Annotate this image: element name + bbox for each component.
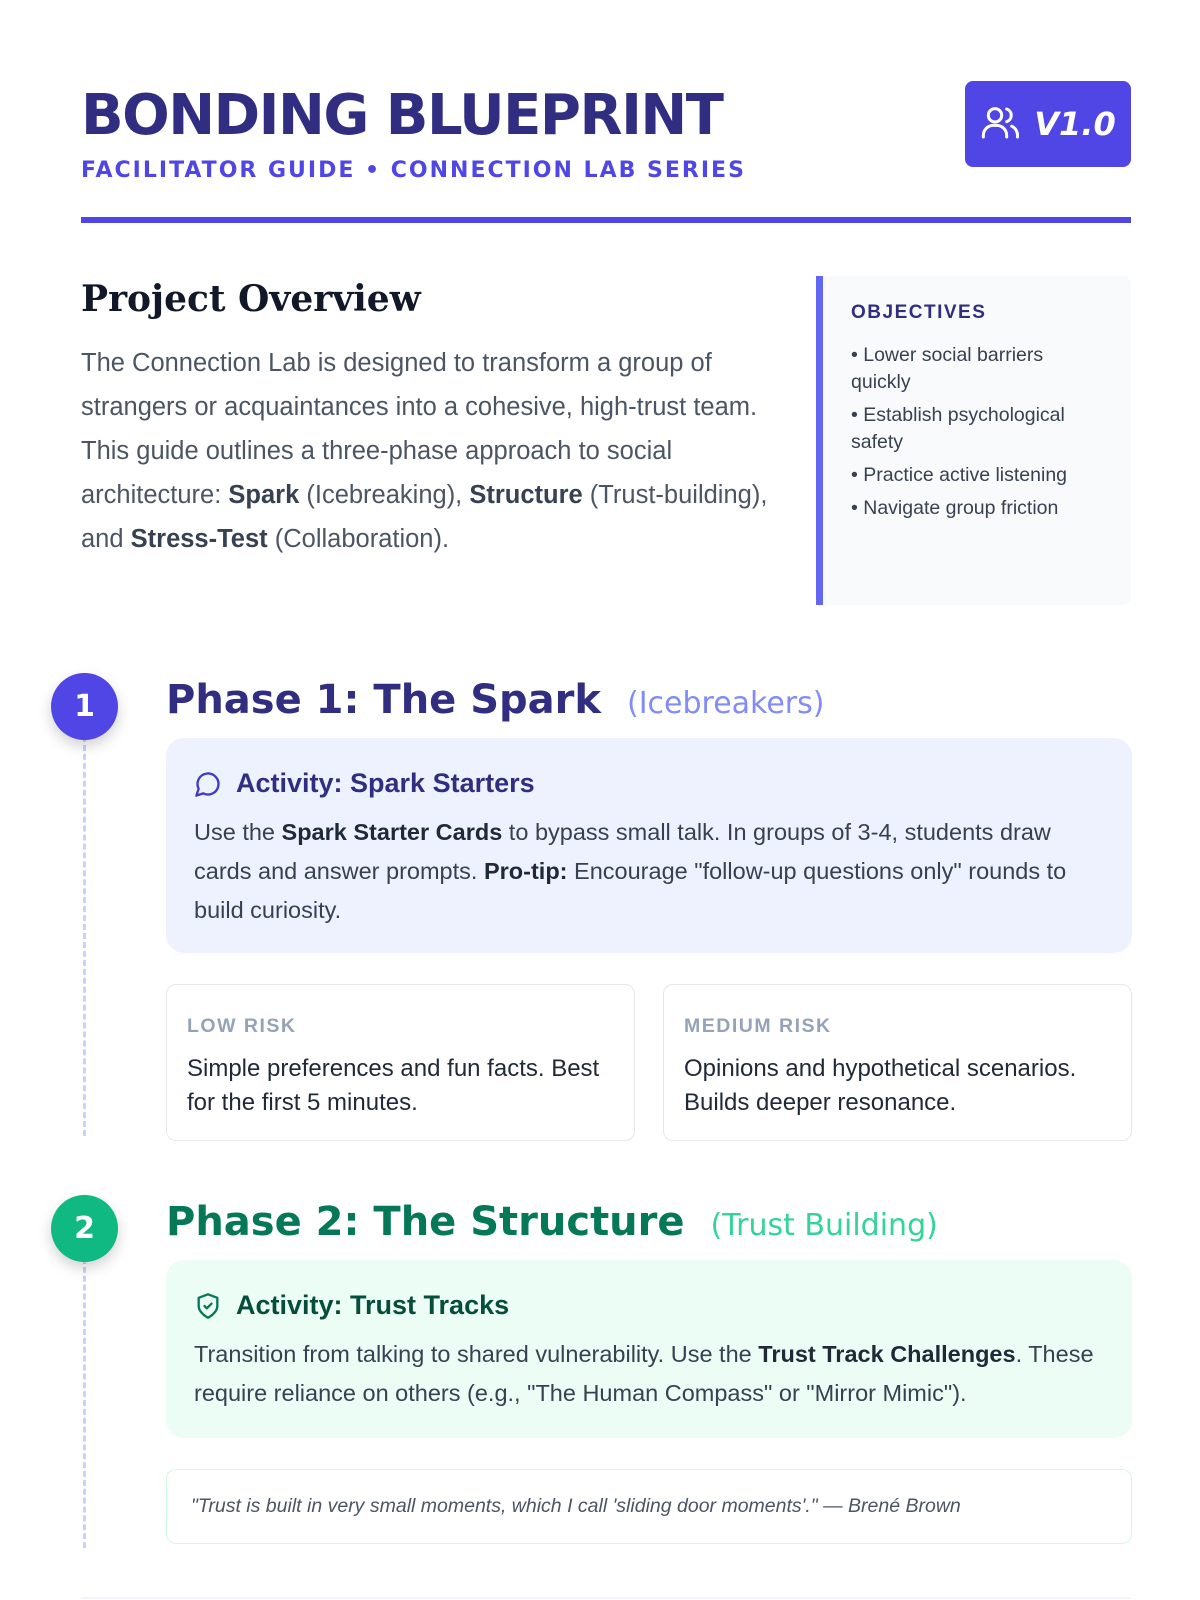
trust-tracks-card bbox=[166, 1260, 1132, 1438]
phase-1-subtitle: (Icebreakers) bbox=[626, 686, 825, 721]
overview-text: The Connection Lab is designed to transform a group of strangers or acquaintances into a cohesive, high-trust team. This guide outlines a three-phase approach to social architecture: Spark (Icebreaking), Structure (Trust-building), and Stress-Test (Collaboration). bbox=[81, 349, 768, 554]
chat-bubble-icon bbox=[194, 770, 222, 798]
version-label: V1.0 bbox=[1034, 105, 1116, 143]
low-risk-text: Simple preferences and fun facts. Best for the first 5 minutes. bbox=[187, 1055, 600, 1116]
timeline-line-phase-1 bbox=[83, 736, 86, 1136]
spark-starters-title: Activity: Spark Starters bbox=[236, 768, 535, 798]
spark-starters-header bbox=[194, 768, 1104, 799]
trust-tracks-header bbox=[194, 1290, 1104, 1321]
timeline-line-phase-2 bbox=[83, 1258, 86, 1548]
page-title: BONDING BLUEPRINT bbox=[81, 83, 723, 148]
medium-risk-text: Opinions and hypothetical scenarios. Builds deeper resonance. bbox=[684, 1055, 1077, 1116]
phase-2-subtitle: (Trust Building) bbox=[710, 1208, 938, 1243]
trust-quote: "Trust is built in very small moments, which I call 'sliding door moments'." — Brené Brown bbox=[166, 1469, 1132, 1544]
objective-item: • Establish psychological safety bbox=[851, 404, 1065, 453]
trust-tracks-title: Activity: Trust Tracks bbox=[236, 1290, 510, 1320]
medium-risk-card bbox=[663, 984, 1132, 1141]
overview-heading: Project Overview bbox=[81, 278, 421, 320]
page-header bbox=[81, 80, 1131, 223]
objective-item: • Practice active listening bbox=[851, 464, 1068, 486]
low-risk-card bbox=[166, 984, 635, 1141]
phase-2-badge: 2 bbox=[51, 1195, 118, 1262]
phase-1-badge: 1 bbox=[51, 673, 118, 740]
footer-divider bbox=[81, 1597, 1131, 1599]
phase-2-title bbox=[166, 1199, 938, 1245]
version-badge bbox=[965, 81, 1131, 167]
objectives-list bbox=[851, 342, 1105, 522]
trust-tracks-text: Transition from talking to shared vulnerability. Use the Trust Track Challenges. These require reliance on others (e.g., "The Human Compass" or "Mirror Mimic"). bbox=[194, 1341, 1094, 1406]
objectives-heading: OBJECTIVES bbox=[851, 302, 987, 323]
shield-check-icon bbox=[194, 1292, 222, 1320]
objective-item: • Navigate group friction bbox=[851, 497, 1059, 519]
phase-1-title bbox=[166, 677, 825, 723]
project-overview bbox=[81, 278, 771, 561]
spark-starters-card bbox=[166, 738, 1132, 953]
low-risk-label: LOW RISK bbox=[187, 1015, 297, 1037]
spark-starters-text: Use the Spark Starter Cards to bypass small talk. In groups of 3-4, students draw cards and answer prompts. Pro-tip: Encourage "follow-up questions only" rounds to build curiosity. bbox=[194, 819, 1067, 923]
objective-item: • Lower social barriers quickly bbox=[851, 344, 1044, 393]
objectives-panel bbox=[816, 276, 1131, 605]
page-subtitle: FACILITATOR GUIDE • CONNECTION LAB SERIES bbox=[81, 158, 746, 183]
users-icon bbox=[980, 102, 1020, 147]
medium-risk-label: MEDIUM RISK bbox=[684, 1015, 832, 1037]
phase-1-title-text: Phase 1: The Spark bbox=[166, 677, 601, 723]
phase-2-title-text: Phase 2: The Structure bbox=[166, 1199, 685, 1245]
